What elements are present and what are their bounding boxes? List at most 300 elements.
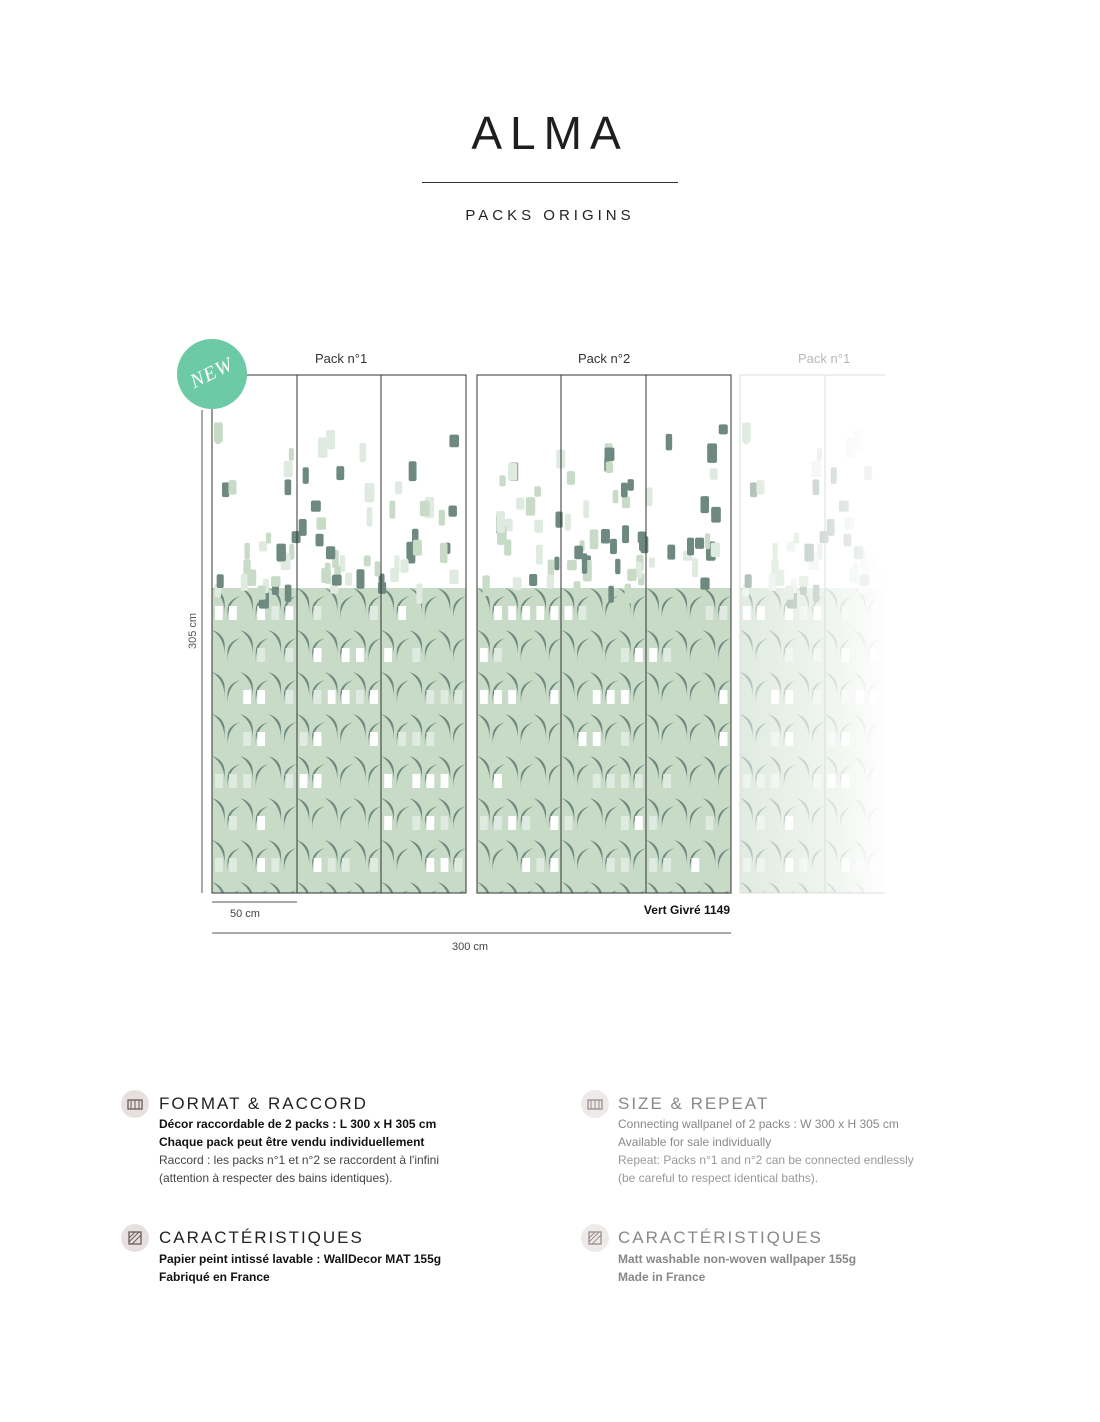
pattern-mark (257, 858, 265, 872)
pattern-mark (480, 690, 488, 704)
pattern-mark (369, 890, 382, 914)
pattern-mark (413, 540, 422, 556)
pattern-mark (536, 545, 543, 565)
pattern-mark (356, 569, 364, 589)
pattern-mark (494, 816, 502, 830)
total-width-label: 300 cm (451, 941, 489, 953)
pack-2-pattern (477, 424, 743, 914)
pattern-mark (621, 690, 629, 704)
pattern-mark (243, 690, 251, 704)
pattern-mark (593, 690, 601, 704)
pattern-mark (292, 531, 301, 543)
pattern-mark (398, 606, 406, 620)
pattern-mark (898, 606, 906, 620)
pattern-mark (567, 471, 575, 485)
pattern-mark (499, 475, 505, 486)
pattern-mark (573, 581, 580, 592)
pattern-mark (649, 816, 657, 830)
pattern-mark (692, 558, 698, 577)
pattern-mark (666, 434, 672, 450)
pattern-mark (398, 732, 406, 746)
pattern-mark (389, 501, 395, 519)
repeat-fade-overlay (740, 375, 890, 895)
pattern-mark (314, 648, 322, 662)
format-line-fr: Décor raccordable de 2 packs : L 300 x H 305 cm (159, 1117, 437, 1131)
pattern-mark (494, 774, 502, 788)
pattern-mark (441, 774, 449, 788)
pattern-mark (469, 774, 477, 788)
pattern-mark (534, 520, 543, 533)
pattern-mark (635, 774, 643, 788)
pattern-mark (439, 510, 445, 526)
pattern-mark (384, 774, 392, 788)
pattern-mark (649, 858, 657, 872)
pattern-mark (583, 500, 589, 518)
specs-line-fr: Fabriqué en France (159, 1270, 270, 1284)
pattern-mark (364, 555, 371, 566)
pattern-mark (508, 463, 518, 481)
pattern-mark (607, 858, 615, 872)
specs-line-en: Matt washable non-woven wallpaper 155g (618, 1252, 857, 1266)
pattern-mark (621, 816, 629, 830)
pattern-mark (897, 890, 910, 914)
pattern-mark (300, 774, 308, 788)
pattern-mark (285, 585, 292, 602)
pattern-mark (622, 525, 629, 543)
pattern-mark (289, 448, 294, 461)
pattern-mark (711, 543, 720, 557)
pattern-mark (416, 583, 422, 603)
pattern-mark (340, 890, 353, 914)
pattern-mark (529, 574, 537, 586)
pattern-mark (286, 648, 294, 662)
pattern-mark (412, 648, 420, 662)
mural-preview (150, 330, 910, 960)
pattern-mark (551, 900, 559, 914)
pattern-mark (743, 900, 751, 914)
specs-text-en (618, 1250, 998, 1286)
pattern-mark (397, 890, 410, 914)
pattern-mark (579, 732, 587, 746)
pattern-mark (893, 483, 903, 502)
pattern-mark (549, 890, 562, 914)
pattern-mark (229, 858, 237, 872)
pattern-mark (412, 816, 420, 830)
pattern-mark (898, 732, 906, 746)
pattern-mark (494, 690, 502, 704)
pattern-mark (342, 858, 350, 872)
pattern-mark (316, 534, 324, 547)
roll-icon (121, 1090, 149, 1118)
page-title: ALMA (471, 107, 629, 159)
pattern-mark (522, 816, 530, 830)
pattern-mark (300, 900, 308, 914)
pattern-mark (508, 606, 516, 620)
pattern-mark (400, 559, 408, 573)
format-text-en (618, 1115, 998, 1187)
pattern-mark (606, 462, 613, 473)
pattern-mark (286, 606, 294, 620)
specs-title-en: CARACTÉRISTIQUES (618, 1228, 823, 1247)
pattern-mark (441, 816, 449, 830)
sample-book-icon (581, 1224, 609, 1252)
pattern-mark (215, 774, 223, 788)
pattern-mark (897, 848, 910, 872)
pattern-mark (425, 890, 438, 914)
pattern-mark (271, 606, 279, 620)
pattern-mark (898, 900, 906, 914)
pattern-mark (286, 774, 294, 788)
pattern-mark (311, 501, 321, 512)
pattern-mark (536, 858, 544, 872)
pattern-mark (706, 816, 714, 830)
pattern-mark (707, 443, 717, 462)
pattern-mark (257, 816, 265, 830)
pattern-mark (590, 529, 599, 549)
pattern-mark (244, 543, 249, 560)
pattern-mark (646, 487, 652, 506)
format-line-fr: Raccord : les packs n°1 et n°2 se raccordent à l'infini (159, 1153, 440, 1167)
pack-label-2: Pack n°2 (578, 351, 631, 366)
pattern-mark (636, 562, 643, 578)
color-name: Vert Givré 1149 (643, 903, 730, 917)
pattern-mark (259, 541, 267, 551)
pattern-mark (526, 497, 536, 515)
pattern-mark (897, 638, 910, 662)
pattern-mark (621, 732, 629, 746)
pattern-mark (257, 732, 265, 746)
format-title-fr: FORMAT & RACCORD (159, 1094, 368, 1113)
height-label: 305 cm (187, 612, 199, 650)
pattern-mark (480, 816, 488, 830)
pattern-mark (536, 606, 544, 620)
pattern-mark (345, 573, 352, 586)
pattern-mark (276, 544, 285, 562)
pattern-mark (257, 586, 265, 600)
pack-label-1: Pack n°1 (315, 351, 368, 366)
pattern-mark (621, 483, 628, 498)
pattern-mark (607, 774, 615, 788)
pattern-mark (455, 690, 463, 704)
pattern-mark (365, 483, 375, 502)
pattern-mark (720, 690, 728, 704)
pattern-mark (314, 858, 322, 872)
pattern-mark (577, 890, 590, 914)
pattern-mark (332, 575, 342, 586)
pattern-mark (370, 858, 378, 872)
pattern-mark (711, 507, 721, 523)
pattern-mark (593, 732, 601, 746)
pattern-mark (370, 690, 378, 704)
pattern-mark (285, 479, 292, 495)
pattern-mark (229, 606, 237, 620)
pattern-mark (453, 890, 466, 914)
pattern-mark (384, 648, 392, 662)
pattern-mark (621, 774, 629, 788)
pattern-mark (534, 486, 541, 496)
pattern-mark (326, 546, 335, 559)
pattern-mark (909, 882, 910, 908)
pattern-mark (449, 435, 459, 448)
pattern-mark (427, 774, 435, 788)
pattern-mark (608, 586, 614, 603)
format-line-fr: (attention à respecter des bains identiques). (159, 1171, 393, 1185)
pattern-mark (565, 816, 573, 830)
pattern-mark (627, 479, 633, 491)
pattern-mark (897, 806, 910, 830)
pattern-mark (615, 559, 620, 574)
pattern-mark (607, 690, 615, 704)
pattern-mark (314, 732, 322, 746)
pattern-mark (286, 690, 294, 704)
pattern-mark (719, 424, 728, 434)
pattern-mark (303, 467, 309, 484)
pattern-mark (336, 466, 344, 480)
pattern-mark (906, 582, 910, 594)
pattern-mark (370, 606, 378, 620)
specs-text-fr (159, 1250, 539, 1286)
pattern-mark (243, 732, 251, 746)
pattern-mark (565, 514, 571, 531)
pattern-mark (895, 507, 901, 526)
pattern-mark (521, 890, 534, 914)
pattern-mark (574, 546, 583, 560)
pattern-mark (516, 497, 524, 509)
pattern-mark (318, 438, 328, 458)
pattern-mark (897, 722, 910, 746)
pattern-mark (635, 816, 643, 830)
pattern-mark (710, 468, 718, 479)
pattern-mark (215, 430, 220, 444)
pattern-mark (370, 900, 378, 914)
pattern-mark (700, 496, 709, 513)
pattern-mark (842, 900, 850, 914)
pattern-mark (663, 648, 671, 662)
pattern-mark (720, 606, 728, 620)
pattern-mark (649, 557, 655, 567)
pattern-mark (229, 816, 237, 830)
pattern-mark (480, 648, 488, 662)
pattern-mark (440, 543, 448, 563)
pattern-mark (897, 680, 910, 704)
pattern-mark (247, 569, 256, 586)
pattern-mark (243, 774, 251, 788)
pattern-mark (522, 900, 530, 914)
pattern-mark (359, 443, 365, 462)
pattern-mark (494, 606, 502, 620)
pattern-mark (622, 497, 630, 509)
pattern-mark (412, 732, 420, 746)
pattern-mark (427, 858, 435, 872)
pattern-mark (342, 900, 350, 914)
page-subtitle: PACKS ORIGINS (465, 207, 635, 224)
pattern-mark (551, 690, 559, 704)
pattern-mark (229, 774, 237, 788)
pattern-mark (328, 858, 336, 872)
specs-line-en: Made in France (618, 1270, 706, 1284)
format-line-en: Connecting wallpanel of 2 packs : W 300 x H 305 cm (618, 1117, 899, 1131)
format-line-en: Repeat: Packs n°1 and n°2 can be connected endlessly (618, 1153, 914, 1167)
pattern-mark (257, 690, 265, 704)
pattern-mark (427, 732, 435, 746)
format-line-en: (be careful to respect identical baths). (618, 1171, 819, 1185)
pattern-mark (493, 890, 506, 914)
pattern-mark (705, 533, 710, 549)
pattern-mark (593, 774, 601, 788)
format-line-en: Available for sale individually (618, 1135, 772, 1149)
pattern-mark (449, 570, 458, 584)
format-title-en: SIZE & REPEAT (618, 1094, 770, 1113)
pattern-mark (814, 900, 822, 914)
panel-width-label: 50 cm (230, 908, 260, 920)
pattern-mark (734, 900, 742, 914)
pattern-mark (625, 584, 632, 604)
pattern-mark (613, 490, 619, 503)
pattern-mark (215, 606, 223, 620)
format-text-fr (159, 1115, 539, 1187)
pattern-mark (522, 606, 530, 620)
pattern-mark (513, 577, 522, 590)
pattern-mark (695, 538, 704, 549)
pattern-mark (314, 774, 322, 788)
pattern-mark (687, 538, 694, 556)
pattern-mark (398, 900, 406, 914)
pattern-mark (427, 690, 435, 704)
pattern-mark (316, 517, 326, 529)
pattern-mark (494, 648, 502, 662)
pattern-mark (551, 816, 559, 830)
pattern-mark (547, 575, 554, 589)
pattern-mark (909, 630, 910, 656)
pattern-mark (627, 569, 636, 581)
pattern-mark (551, 606, 559, 620)
pattern-mark (441, 690, 449, 704)
pattern-mark (771, 900, 779, 914)
pattern-mark (706, 606, 714, 620)
pattern-mark (312, 890, 325, 914)
pattern-mark (241, 574, 249, 591)
roll-icon (581, 1090, 609, 1118)
pattern-mark (420, 501, 430, 517)
pattern-mark (649, 648, 657, 662)
pattern-mark (469, 858, 477, 872)
pattern-mark (496, 511, 505, 533)
pattern-mark (898, 858, 906, 872)
pattern-mark (314, 900, 322, 914)
pattern-mark (412, 774, 420, 788)
pattern-mark (448, 505, 456, 516)
pattern-mark (635, 648, 643, 662)
pattern-mark (909, 672, 910, 698)
new-badge-label: NEW (186, 353, 237, 393)
pattern-mark (342, 690, 350, 704)
pattern-mark (667, 545, 675, 560)
specs-line-fr: Papier peint intissé lavable : WallDecor MAT 155g (159, 1252, 442, 1266)
pattern-mark (909, 756, 910, 782)
pattern-mark (621, 858, 629, 872)
pattern-mark (663, 858, 671, 872)
pattern-mark (441, 900, 449, 914)
sample-book-icon (121, 1224, 149, 1252)
pattern-mark (663, 774, 671, 788)
pattern-mark (828, 900, 836, 914)
pattern-mark (441, 858, 449, 872)
pattern-mark (314, 606, 322, 620)
pattern-mark (522, 858, 530, 872)
pattern-mark (271, 576, 281, 587)
pattern-mark (217, 574, 224, 588)
pattern-mark (480, 900, 488, 914)
pattern-mark (898, 690, 906, 704)
pattern-mark (314, 690, 322, 704)
pattern-mark (483, 575, 490, 596)
pattern-mark (300, 732, 308, 746)
pattern-mark (370, 732, 378, 746)
format-line-fr: Chaque pack peut être vendu individuellement (159, 1135, 425, 1149)
pattern-mark (551, 858, 559, 872)
pattern-mark (508, 690, 516, 704)
pattern-mark (909, 714, 910, 740)
pattern-mark (384, 816, 392, 830)
pattern-mark (610, 539, 617, 554)
pack-label-repeat: Pack n°1 (798, 351, 851, 366)
pattern-mark (720, 732, 728, 746)
pattern-mark (604, 448, 614, 461)
pattern-mark (897, 764, 910, 788)
pattern-mark (375, 561, 380, 576)
pattern-mark (390, 568, 399, 582)
pack-1-pattern (212, 422, 478, 914)
pattern-mark (903, 561, 908, 576)
pattern-mark (427, 816, 435, 830)
pattern-mark (356, 690, 364, 704)
pattern-mark (892, 555, 899, 566)
pattern-mark (870, 900, 878, 914)
pattern-mark (395, 481, 402, 494)
pattern-mark (367, 507, 373, 526)
pattern-mark (266, 533, 271, 544)
pattern-mark (555, 511, 562, 527)
pattern-mark (554, 557, 559, 571)
pattern-mark (567, 560, 577, 570)
pattern-mark (508, 900, 516, 914)
pattern-mark (328, 690, 336, 704)
pattern-mark (601, 529, 610, 543)
pattern-mark (579, 606, 587, 620)
pattern-mark (907, 574, 910, 590)
pattern-mark (621, 648, 629, 662)
specs-title-fr: CARACTÉRISTIQUES (159, 1228, 364, 1247)
pattern-mark (700, 577, 709, 589)
pattern-mark (228, 480, 236, 494)
pattern-mark (257, 648, 265, 662)
pattern-mark (897, 596, 910, 620)
pattern-mark (271, 858, 279, 872)
title-divider (422, 182, 678, 183)
pattern-mark (508, 816, 516, 830)
pattern-mark (536, 900, 544, 914)
pattern-mark (565, 606, 573, 620)
pattern-mark (356, 648, 364, 662)
pattern-mark (909, 798, 910, 824)
pattern-mark (692, 858, 700, 872)
pattern-mark (409, 461, 417, 481)
pattern-mark (455, 858, 463, 872)
pattern-mark (321, 568, 331, 583)
pattern-mark (909, 840, 910, 866)
pattern-mark (378, 582, 386, 594)
pattern-mark (215, 858, 223, 872)
